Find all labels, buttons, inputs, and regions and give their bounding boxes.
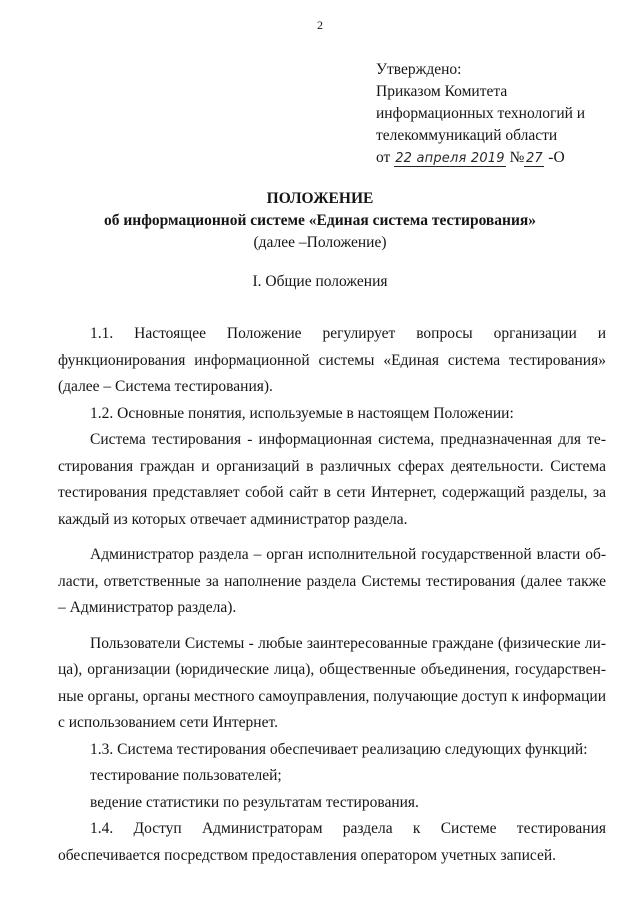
approval-line: Утверждено: <box>376 61 462 78</box>
document-title <box>0 188 640 254</box>
title-note: (далее –Положение) <box>253 234 387 251</box>
title-main: ПОЛОЖЕНИЕ <box>266 190 374 207</box>
paragraph-1-1: 1.1. Настоящее Положение регулирует вопросы организации и функционирования информационной системы «Единая система тестирования» (далее – Система тестирования). <box>58 325 606 395</box>
approval-date-line <box>376 147 616 169</box>
approval-stamp <box>376 59 616 169</box>
approval-line: информационных технологий и <box>376 105 586 122</box>
handwritten-number: 27 <box>525 151 543 166</box>
paragraph-definition-system: Система тестирования - информационная система, предназначенная для тестирования граждан и организаций в различных сферах деятельности. Система тестирования представляет собой сайт в сети Интернет, содержащий разделы, за каждый из которых отвечает администратор раздела. <box>58 431 606 528</box>
handwritten-date: 22 апреля 2019 <box>395 151 505 166</box>
paragraph-1-4: 1.4. Доступ Администраторам раздела к Системе тестирования обеспечивается посредством предоставления оператором учетных записей. <box>58 820 606 864</box>
list-item-function: ведение статистики по результатам тестирования. <box>90 793 419 811</box>
approval-suffix: -О <box>548 149 565 166</box>
approval-prefix: от <box>376 149 391 166</box>
number-sign: № <box>509 149 525 166</box>
paragraph-1-3: 1.3. Система тестирования обеспечивает реализацию следующих функций: <box>90 740 588 758</box>
document-body <box>58 321 606 869</box>
title-subtitle: об информационной системе «Единая система тестирования» <box>103 212 537 229</box>
approval-line: Приказом Комитета <box>376 83 508 100</box>
approval-line: телекоммуникаций области <box>376 127 558 144</box>
paragraph-definition-users: Пользователи Системы - любые заинтересованные граждане (физические лица), организации (юридические лица), общественные объединения, государственные органы, органы местного самоуправления, получающие доступ к информации с использованием сети Интернет. <box>58 634 606 731</box>
section-heading: I. Общие положения <box>252 273 388 290</box>
paragraph-definition-admin: Администратор раздела – орган исполнительной государственной власти области, ответственные за наполнение раздела Системы тестирования (далее также – Администратор раздела). <box>58 546 606 616</box>
paragraph-1-2: 1.2. Основные понятия, используемые в настоящем Положении: <box>90 404 514 422</box>
page-number: 2 <box>317 18 323 32</box>
list-item-function: тестирование пользователей; <box>90 767 282 784</box>
